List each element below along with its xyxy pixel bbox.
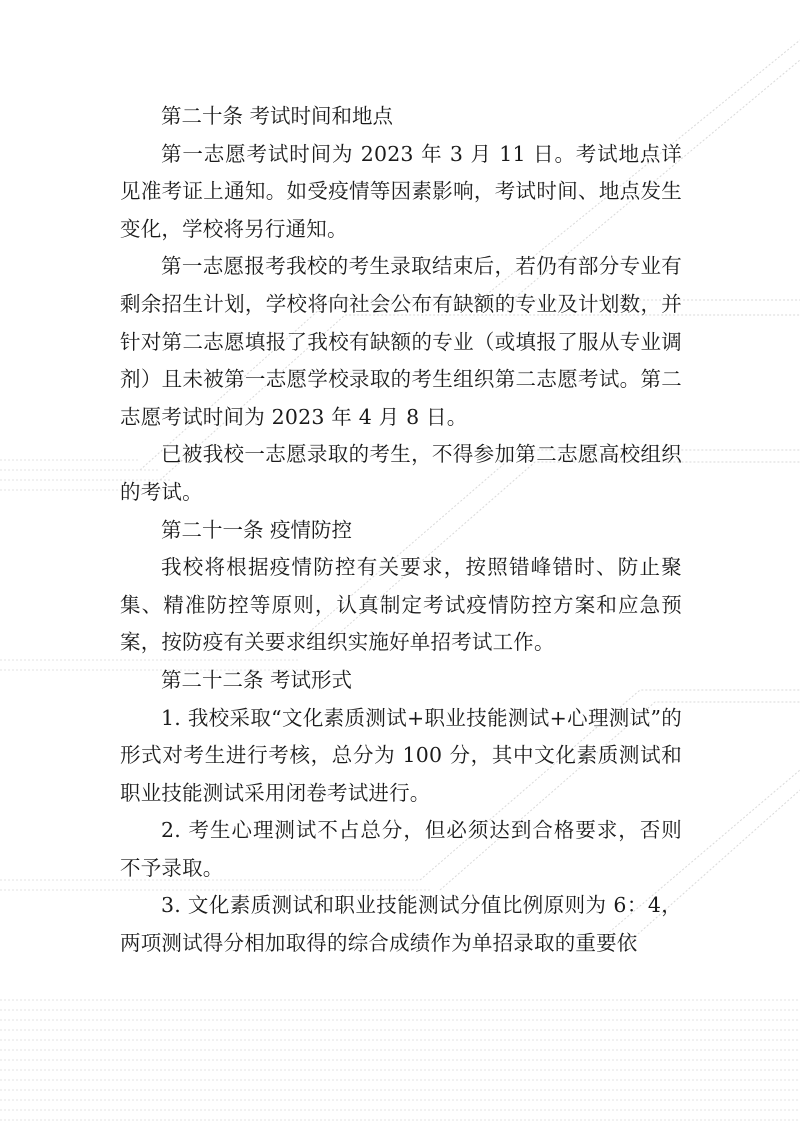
article-20-paragraph-2: 第一志愿报考我校的考生录取结束后，若仍有部分专业有剩余招生计划，学校将向社会公布有缺额的专业及计划数，并针对第二志愿填报了我校有缺额的专业（或填报了服从专业调剂）且未被第一志愿学校录取的考生组织第二志愿考试。第二志愿考试时间为 2023 年 4 月 8 日。	[120, 254, 682, 429]
article-20-paragraph-3: 已被我校一志愿录取的考生，不得参加第二志愿高校组织的考试。	[120, 442, 682, 504]
document-page	[120, 98, 682, 963]
article-21-number: 第二十一条	[161, 517, 264, 542]
article-20-title: 考试时间和地点	[249, 104, 394, 128]
article-22-item-3: 3. 文化素质测试和职业技能测试分值比例原则为 6：4，两项测试得分相加取得的综合成绩作为单招录取的重要依	[120, 893, 682, 956]
article-22-heading	[120, 662, 682, 700]
article-21-heading	[120, 512, 682, 550]
article-22-item-2: 2. 考生心理测试不占总分，但必须达到合格要求，否则不予录取。	[120, 818, 682, 880]
article-21-title: 疫情防控	[270, 517, 353, 542]
article-22-title: 考试形式	[270, 667, 353, 692]
article-20-number: 第二十条	[161, 104, 243, 128]
article-21-paragraph-1: 我校将根据疫情防控有关要求，按照错峰错时、防止聚集、精准防控等原则，认真制定考试疫情防控方案和应急预案，按防疫有关要求组织实施好单招考试工作。	[120, 555, 682, 655]
article-22-item-1: 1. 我校采取“文化素质测试+职业技能测试+心理测试”的形式对考生进行考核，总分为 100 分，其中文化素质测试和职业技能测试采用闭卷考试进行。	[120, 705, 682, 805]
article-22-number: 第二十二条	[161, 667, 264, 692]
article-20-paragraph-1: 第一志愿考试时间为 2023 年 3 月 11 日。考试地点详见准考证上通知。如受疫情等因素影响，考试时间、地点发生变化，学校将另行通知。	[120, 141, 682, 241]
article-20-heading	[120, 98, 682, 136]
